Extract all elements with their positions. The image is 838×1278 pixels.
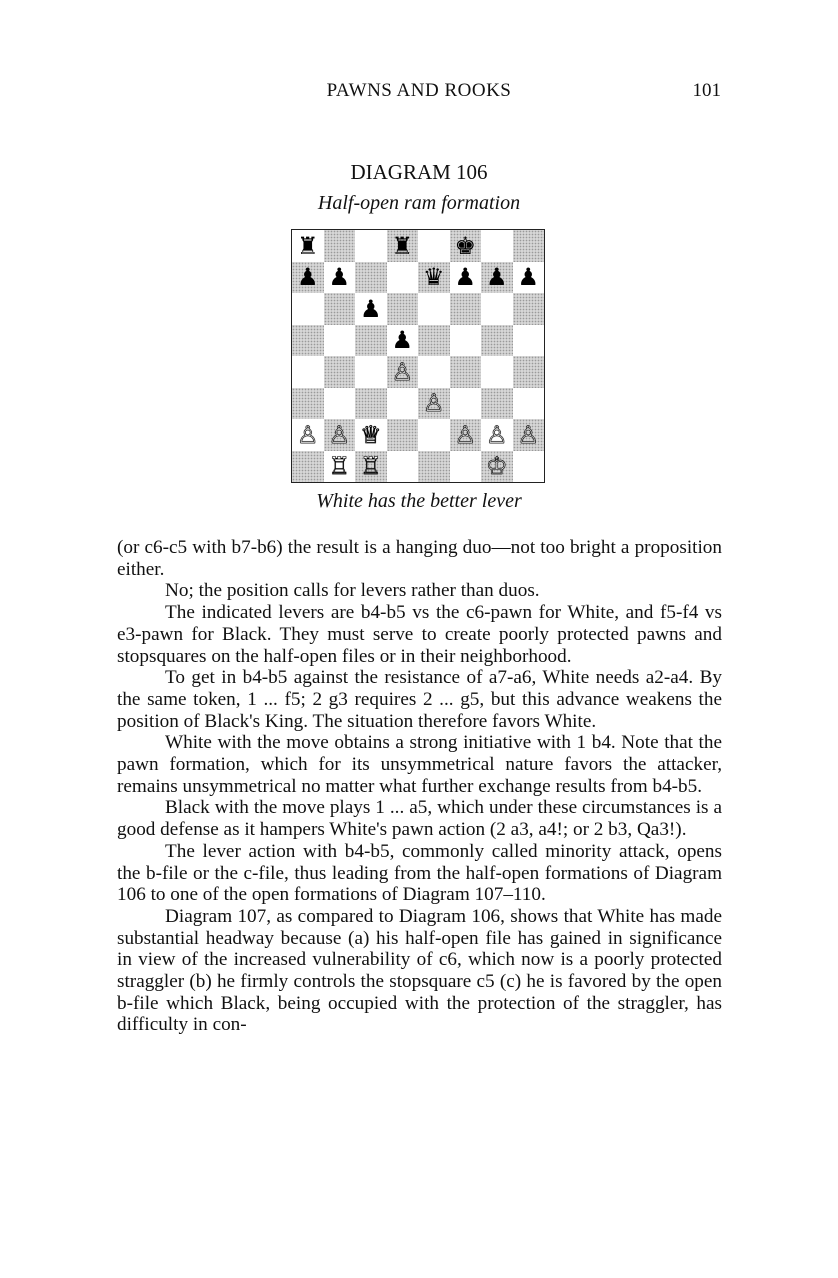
chess-piece: ♚ (454, 231, 476, 260)
board-square (450, 388, 482, 420)
chess-piece: ♜ (391, 231, 413, 260)
chess-board (291, 229, 545, 483)
board-square (481, 262, 513, 294)
board-square (324, 451, 356, 483)
body-text (117, 537, 722, 1036)
board-square (481, 419, 513, 451)
chess-piece: ♙ (517, 420, 539, 449)
board-square (355, 388, 387, 420)
chess-piece: ♟ (359, 294, 382, 323)
board-square (324, 262, 356, 294)
board-square (292, 230, 324, 262)
board-square (387, 419, 419, 451)
board-square (292, 388, 324, 420)
chess-piece: ♖ (328, 452, 350, 481)
board-square (387, 451, 419, 483)
board-square (355, 230, 387, 262)
board-square (355, 325, 387, 357)
board-square (481, 356, 513, 388)
diagram-subtitle: Half-open ram formation (317, 192, 521, 214)
board-square (387, 356, 419, 388)
board-square (481, 230, 513, 262)
board-square (292, 356, 324, 388)
paragraph: The lever action with b4-b5, commonly called minority attack, opens the b-file or the c-file, thus leading from the half-open formations of Diagram 106 to one of the open formations of Diagram 107–110. (117, 840, 722, 906)
chess-piece: ♟ (391, 326, 413, 355)
board-square (418, 451, 450, 483)
board-square (481, 293, 513, 325)
board-square (355, 356, 387, 388)
chess-piece: ♟ (517, 263, 539, 292)
board-square (513, 325, 545, 357)
board-square (387, 388, 419, 420)
board-square (324, 230, 356, 262)
board-square (418, 356, 450, 388)
board-square (481, 451, 513, 483)
paragraph: The indicated levers are b4-b5 vs the c6-pawn for White, and f5-f4 vs e3-pawn for Black. They must serve to create poorly protected pawns and stopsquares on the half-open files or in their neighborhood. (117, 602, 722, 667)
board-square (450, 325, 482, 357)
board-square (481, 325, 513, 357)
board-square (450, 419, 482, 451)
chess-piece: ♟ (485, 263, 508, 292)
board-square (450, 356, 482, 388)
board-square (513, 388, 545, 420)
chess-piece: ♙ (328, 420, 350, 449)
page-number: 101 (692, 80, 721, 101)
board-square (513, 262, 545, 294)
running-head: PAWNS AND ROOKS (326, 80, 512, 101)
board-square (387, 293, 419, 325)
chess-piece: ♙ (485, 420, 508, 449)
board-square (355, 419, 387, 451)
page-header (0, 80, 838, 110)
board-square (292, 451, 324, 483)
board-square (418, 419, 450, 451)
chess-piece: ♟ (296, 263, 319, 292)
board-square (324, 419, 356, 451)
board-square (481, 388, 513, 420)
board-square (292, 419, 324, 451)
chess-piece: ♙ (422, 389, 445, 418)
board-square (292, 325, 324, 357)
diagram-caption: White has the better lever (316, 490, 522, 512)
chess-piece: ♙ (391, 357, 413, 386)
paragraph: Black with the move plays 1 ... a5, which under these circumstances is a good defense as it hampers White's pawn action (2 a3, a4!; or 2 b3, Qa3!). (117, 797, 722, 841)
chess-piece: ♟ (328, 263, 350, 292)
chess-piece: ♖ (359, 452, 382, 481)
paragraph: Diagram 107, as compared to Diagram 106, shows that White has made substantial headway because (a) his half-open file has gained in significance in view of the increased vulnerability of c6, which now is a poorly protected straggler (b) he firmly controls the stopsquare c5 (c) he is favored by the open b-file which Black, being occupied with the protection of the straggler, has difficulty in con- (117, 905, 722, 1036)
paragraph: (or c6-c5 with b7-b6) the result is a hanging duo—not too bright a proposition either. (117, 537, 722, 580)
chess-piece: ♕ (359, 420, 382, 449)
board-square (418, 262, 450, 294)
board-square (418, 388, 450, 420)
board-square (450, 230, 482, 262)
board-square (418, 293, 450, 325)
board-square (387, 262, 419, 294)
board-square (324, 388, 356, 420)
board-square (513, 293, 545, 325)
board-square (355, 451, 387, 483)
diagram-title: DIAGRAM 106 (350, 160, 488, 184)
board-square (513, 356, 545, 388)
board-square (450, 451, 482, 483)
board-square (355, 262, 387, 294)
board-square (418, 230, 450, 262)
board-square (292, 293, 324, 325)
board-square (355, 293, 387, 325)
board-square (324, 293, 356, 325)
chess-piece: ♙ (454, 420, 476, 449)
board-square (292, 262, 324, 294)
board-square (387, 230, 419, 262)
board-square (387, 325, 419, 357)
board-square (450, 262, 482, 294)
board-square (513, 419, 545, 451)
board-square (513, 451, 545, 483)
paragraph: White with the move obtains a strong initiative with 1 b4. Note that the pawn formation, which for its unsymmetrical nature favors the attacker, remains unsymmetrical no matter what further exchange results from b4-b5. (117, 732, 722, 797)
chess-piece: ♜ (296, 231, 319, 260)
chess-piece: ♟ (454, 263, 476, 292)
chess-piece: ♔ (485, 452, 508, 481)
board-square (450, 293, 482, 325)
board-square (418, 325, 450, 357)
paragraph: No; the position calls for levers rather than duos. (165, 580, 540, 602)
board-square (513, 230, 545, 262)
paragraph: To get in b4-b5 against the resistance of a7-a6, White needs a2-a4. By the same token, 1 ... f5; 2 g3 requires 2 ... g5, but this advance weakens the position of Black's King. The situation therefore favors White. (117, 667, 722, 732)
board-square (324, 356, 356, 388)
chess-piece: ♛ (422, 263, 445, 292)
board-square (324, 325, 356, 357)
chess-piece: ♙ (296, 420, 319, 449)
